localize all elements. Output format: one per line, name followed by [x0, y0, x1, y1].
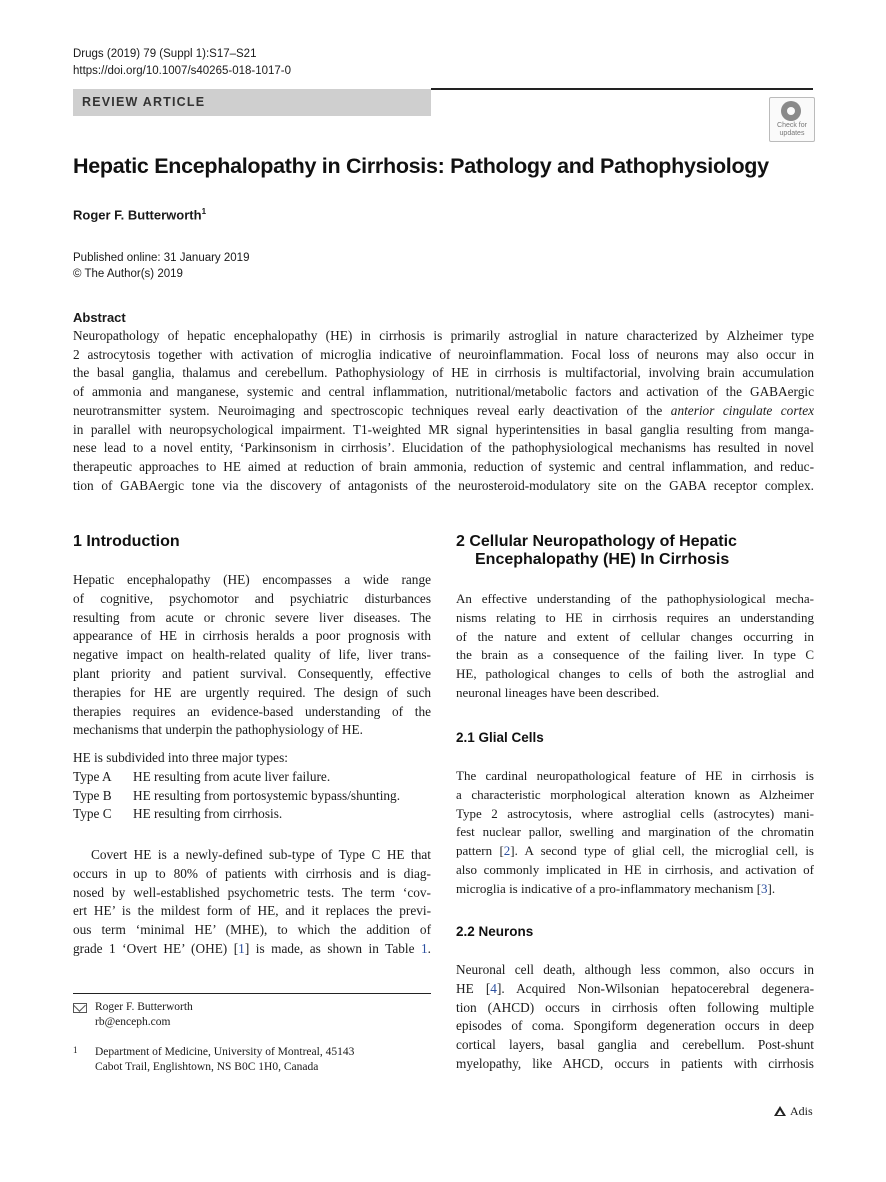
he-types-list [73, 749, 433, 824]
journal-citation [73, 46, 291, 80]
check-for-updates-label: Check for updates [777, 122, 807, 137]
table-link-1[interactable]: 1 [421, 940, 428, 956]
crossmark-icon [781, 101, 801, 121]
corresponding-author [95, 1000, 193, 1030]
corresponding-name: Roger F. Butterworth [95, 1001, 193, 1013]
footnote-rule [73, 993, 431, 994]
abstract-line: Neuropathology of hepatic encephalopathy (HE) in cirrhosis is primarily astroglial in nature characterized by Alzheimer type [73, 328, 814, 343]
abstract-line: nese lead to a novel entity, ‘Parkinsonism in cirrhosis’. Elucidation of the pathophysiological mechanisms has resulted in novel [73, 440, 814, 456]
section-2-1-heading: 2.1 Glial Cells [456, 730, 544, 745]
author-line [73, 207, 206, 222]
corresponding-email[interactable]: rb@enceph.com [95, 1016, 171, 1028]
article-title: Hepatic Encephalopathy in Cirrhosis: Pathology and Pathophysiology [73, 154, 769, 178]
published-date: Published online: 31 January 2019 [73, 252, 250, 264]
publisher-name: Adis [790, 1104, 813, 1118]
abstract-line: neurotransmitter system. Neuroimaging and spectroscopic techniques reveal early deactivation of the anterior cingulate cortex [73, 402, 815, 418]
type-row: Type C HE resulting from cirrhosis. [73, 806, 283, 822]
reference-link-1[interactable]: 1 [238, 940, 245, 956]
abstract-line: of ammonia and manganese, systemic and central inflammation, nutritional/metabolic factors and activation of the GABAergic [73, 384, 814, 400]
reference-link-3[interactable]: 3 [761, 880, 768, 896]
neurons-paragraph: Neuronal cell death, although less common, also occurs in HE [4]. Acquired Non-Wilsonian hepatocerebral degenera- tion (AHCD) occurs in cirrhosis often following multiple episodes of coma. Spongiform degeneration occurs in deep cortical layers, basal ganglia and cerebellum. Post-shunt myelopathy, like AHCD, occurs in patients with cirrhosis [456, 962, 814, 1071]
types-intro: HE is subdivided into three major types: [73, 750, 288, 765]
abstract-line: 2 astrocytosis together with activation of microglia indicative of neuroinflammation. Focal loss of neurons may also occur in [73, 346, 814, 362]
envelope-icon [73, 1003, 87, 1013]
abstract-text [73, 327, 814, 495]
section-2-paragraph: An effective understanding of the pathophysiological mecha- nisms relating to HE in cirrhosis requires an understanding of the nature and extent of cellular changes occurring in the brain as a consequence of the failing liver. In type C HE, pathological changes to cells of both the astroglial and neuronal lineages have been described. [456, 591, 814, 700]
abstract-line: therapeutic approaches to HE aimed at reduction of brain ammonia, reduction of systemic and central inflammation, and reduc- [73, 458, 814, 474]
abstract-heading: Abstract [73, 310, 126, 325]
header-rule [431, 88, 813, 90]
publication-info [73, 251, 249, 282]
doi-link[interactable]: https://doi.org/10.1007/s40265-018-1017-0 [73, 65, 292, 77]
intro-paragraph-1: Hepatic encephalopathy (HE) encompasses a wide range of cognitive, psychomotor and psychiatric disturbances resulting from acute or chronic severe liver diseases. The appearance of HE in cirrhosis heralds a poor prognosis with negative impact on health-related quality of life, liver trans- plant priority and patient survival. Consequently, effective therapies for HE are urgently required. The design of such therapies requires an evidence-based understanding of the mechanisms that underpin the pathophysiology of HE. [73, 572, 431, 738]
article-type-label: REVIEW ARTICLE [82, 95, 206, 109]
section-2-heading: 2 Cellular Neuropathology of Hepatic Encephalopathy (HE) In Cirrhosis [456, 533, 737, 568]
journal-line: Drugs (2019) 79 (Suppl 1):S17–S21 [73, 48, 257, 60]
intro-paragraph-2: Covert HE is a newly-defined sub-type of Type C HE that occurs in up to 80% of patients with cirrhosis and is diag- nosed by well-established psychometric tests. The term ‘cov- ert HE’ is the mildest form of HE, and it replaces the previ- ous term ‘minimal HE’ (MHE), to which the addition of grade 1 ‘Overt HE’ (OHE) [1] is made, as shown in Table 1. [73, 847, 431, 956]
publisher-logo [774, 1104, 813, 1119]
abstract-line: in parallel with neuropsychological impairment. T1-weighted MR signal hyperintensities in basal ganglia resulting from manga- [73, 421, 814, 437]
reference-link-2[interactable]: 2 [503, 843, 511, 859]
author-name: Roger F. Butterworth [73, 207, 202, 223]
type-row: Type A HE resulting from acute liver failure. [73, 768, 331, 784]
check-for-updates-button[interactable] [769, 97, 815, 142]
adis-triangle-icon [774, 1106, 786, 1116]
italic-term: anterior cingulate cortex [670, 402, 815, 418]
abstract-line: tion of GABAergic tone via the discovery of antagonists of the neurosteroid-modulatory site on the GABA receptor complex. [73, 477, 814, 493]
copyright: © The Author(s) 2019 [73, 267, 183, 280]
affiliation-mark: 1 [201, 207, 207, 216]
section-2-2-heading: 2.2 Neurons [456, 924, 534, 939]
type-row: Type B HE resulting from portosystemic bypass/shunting. [73, 787, 401, 803]
affiliation-number: 1 [73, 1045, 78, 1055]
reference-link-4[interactable]: 4 [490, 980, 497, 996]
abstract-line: the basal ganglia, thalamus and cerebellum. Pathophysiology of HE in cirrhosis is multifactorial, involving brain accumulation [73, 365, 814, 381]
affiliation-text: Department of Medicine, University of Montreal, 45143 Cabot Trail, Englishtown, NS B0C 1H0, Canada [95, 1046, 355, 1073]
section-1-heading: 1 Introduction [73, 533, 180, 550]
glial-cells-paragraph: The cardinal neuropathological feature of HE in cirrhosis is a characteristic morphological alteration known as Alzheimer Type 2 astrocytosis, where astroglial cells (astrocytes) mani- fest nuclear pallor, swelling and margination of the chromatin pattern [2]. A second type of glial cell, the microglial cell, is also commonly implicated in HE in cirrhosis, and activation of microglia is indicative of a pro-inflammatory mechanism [3]. [456, 768, 814, 896]
